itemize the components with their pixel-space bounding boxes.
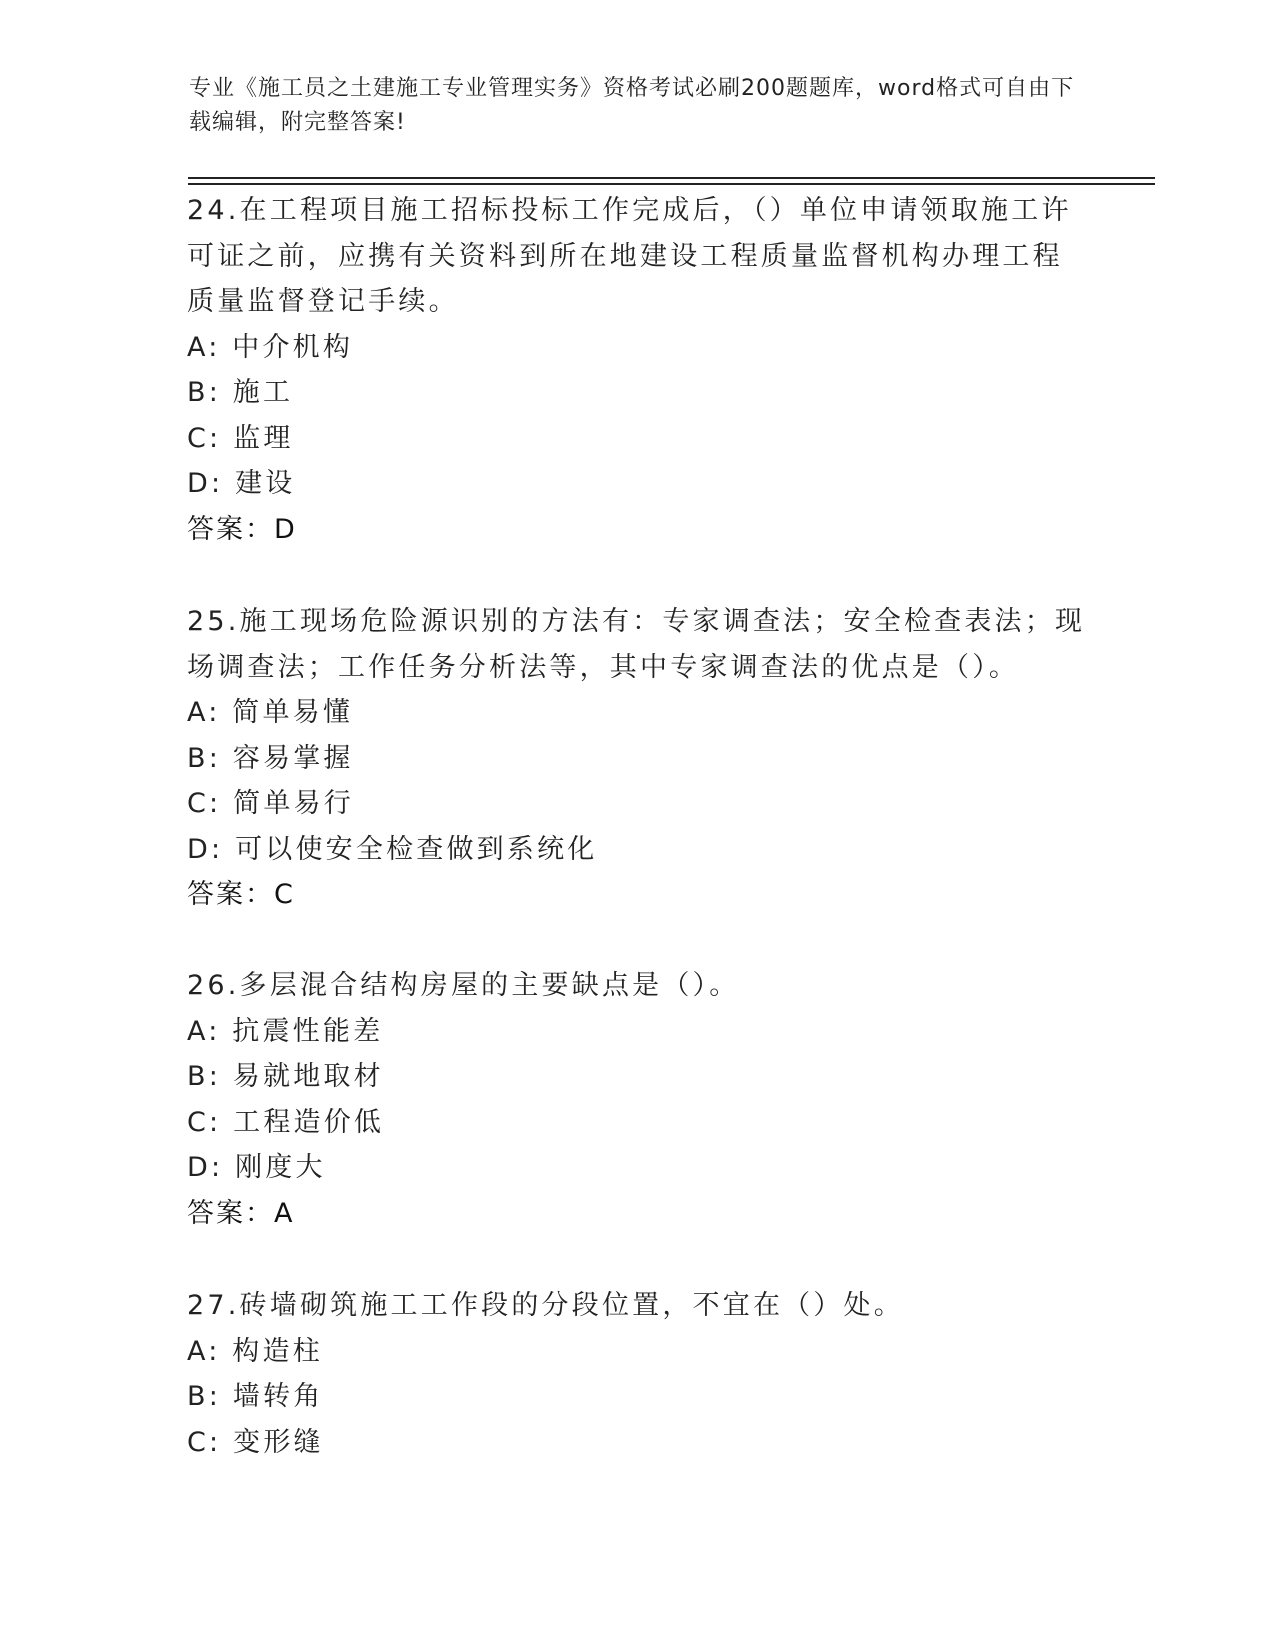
answer: 答案：D — [187, 513, 297, 545]
option-d: D: 建设 — [187, 468, 296, 499]
question-24 — [187, 188, 1087, 552]
option-d: D: 刚度大 — [187, 1152, 326, 1183]
option-c: C: 监理 — [187, 422, 294, 454]
question-stem: 26.多层混合结构房屋的主要缺点是（）。 — [187, 970, 740, 1001]
option-b: B: 墙转角 — [187, 1381, 324, 1412]
question-25 — [187, 599, 1087, 918]
option-c: C: 变形缝 — [187, 1426, 324, 1458]
question-27 — [187, 1283, 1087, 1465]
option-a: A: 抗震性能差 — [187, 1015, 384, 1047]
option-b: B: 易就地取材 — [187, 1061, 384, 1092]
option-a: A: 中介机构 — [187, 331, 354, 363]
option-a: A: 简单易懂 — [187, 697, 354, 728]
question-26 — [187, 963, 1087, 1236]
answer: 答案：C — [187, 879, 295, 910]
option-c: C: 工程造价低 — [187, 1106, 385, 1138]
question-stem: 25.施工现场危险源识别的方法有：专家调查法；安全检查表法；现场调查法；工作任务分析法等，其中专家调查法的优点是（）。 — [187, 606, 1086, 683]
option-d: D: 可以使安全检查做到系统化 — [187, 833, 598, 865]
option-b: B: 容易掌握 — [187, 742, 354, 774]
document-header: 专业《施工员之土建施工专业管理实务》资格考试必刷200题题库，word格式可自由下载编辑，附完整答案! — [189, 76, 1075, 135]
option-c: C: 简单易行 — [187, 788, 354, 819]
question-stem: 27.砖墙砌筑施工工作段的分段位置，不宜在（）处。 — [187, 1290, 904, 1321]
header-divider-top — [188, 177, 1155, 179]
option-a: A: 构造柱 — [187, 1335, 323, 1367]
answer: 答案：A — [187, 1197, 295, 1229]
question-stem: 24.在工程项目施工招标投标工作完成后，（）单位申请领取施工许可证之前，应携有关资料到所在地建设工程质量监督机构办理工程质量监督登记手续。 — [187, 195, 1072, 317]
option-b: B: 施工 — [187, 377, 294, 408]
header-divider-bottom — [188, 183, 1155, 185]
